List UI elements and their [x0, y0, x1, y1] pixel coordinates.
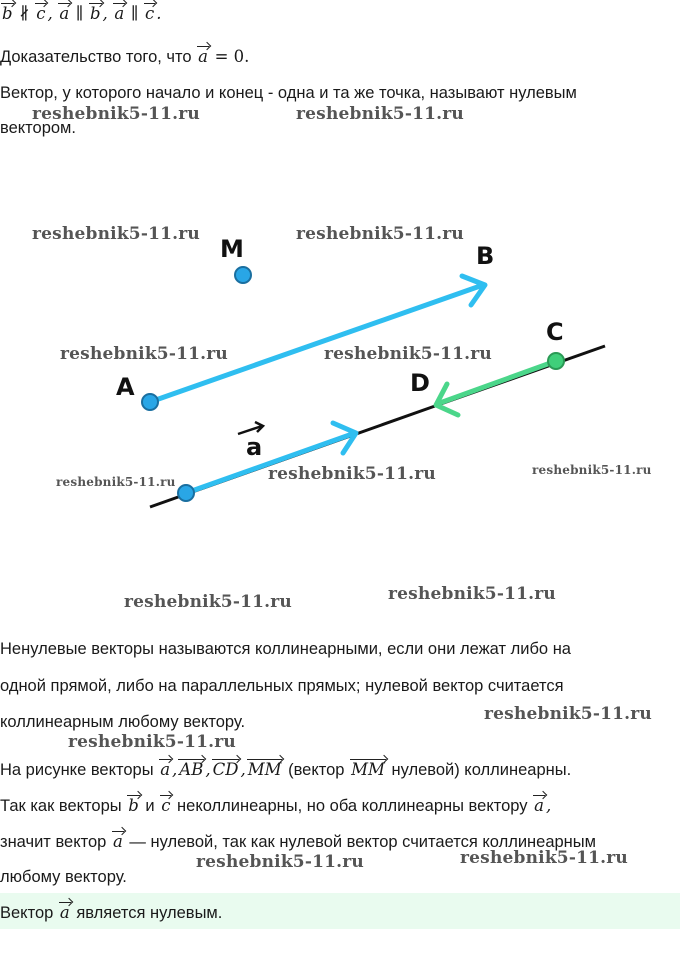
- vector-mm: MM: [247, 760, 282, 779]
- definition-line-2: вектором.: [0, 119, 76, 137]
- vector-cd: [437, 361, 556, 404]
- vector-c: c: [161, 796, 171, 815]
- reasoning-text: — нулевой, так как нулевой вектор считается коллинеарным: [129, 833, 596, 851]
- figure-text-mid2: нулевой) коллинеарны.: [391, 761, 572, 779]
- point-c: [548, 353, 564, 369]
- watermark: reshebnik5-11.ru: [268, 464, 436, 484]
- watermark: reshebnik5-11.ru: [460, 848, 628, 868]
- point-a-start: [178, 485, 194, 501]
- parallel-sign: ∥: [130, 4, 139, 23]
- label-vector-a: a: [246, 433, 263, 461]
- reasoning-line-1: [0, 796, 551, 816]
- watermark: reshebnik5-11.ru: [324, 344, 492, 364]
- answer-prefix: Вектор: [0, 904, 54, 922]
- equals-zero: = 0.: [214, 47, 250, 66]
- collinear-line-3: коллинеарным любому вектору.: [0, 713, 246, 731]
- watermark: reshebnik5-11.ru: [32, 224, 200, 244]
- comma: ,: [545, 796, 552, 815]
- comma: ,: [102, 4, 108, 23]
- comma: ,: [240, 760, 246, 779]
- answer-suffix: является нулевым.: [76, 904, 223, 922]
- vector-a: a: [59, 903, 70, 922]
- watermark: reshebnik5-11.ru: [388, 584, 556, 604]
- period: .: [156, 4, 162, 23]
- parallel-sign: ∥: [75, 4, 84, 23]
- proof-text: Доказательство того, что: [0, 48, 192, 66]
- figure-text-mid1: (вектор: [288, 761, 345, 779]
- vector-a: a: [160, 760, 171, 779]
- watermark: reshebnik5-11.ru: [68, 732, 236, 752]
- definition-line-1: Вектор, у которого начало и конец - одна и та же точка, называют нулевым: [0, 84, 577, 102]
- figure-text-line: [0, 760, 571, 780]
- vector-a: a: [534, 796, 544, 815]
- watermark: reshebnik5-11.ru: [484, 704, 652, 724]
- answer-line: [0, 903, 222, 923]
- collinear-line-2: одной прямой, либо на параллельных прямых; нулевой вектор считается: [0, 677, 564, 695]
- watermark: reshebnik5-11.ru: [196, 852, 364, 872]
- vector-cd: CD: [212, 760, 239, 779]
- comma: ,: [205, 760, 211, 779]
- collinear-line-1: Ненулевые векторы называются коллинеарными, если они лежат либо на: [0, 640, 571, 658]
- vector-a: a: [198, 47, 208, 66]
- vector-a: a: [59, 4, 70, 23]
- vector-b: b: [89, 4, 101, 23]
- point-m: [235, 267, 251, 283]
- watermark: reshebnik5-11.ru: [60, 344, 228, 364]
- vector-b: b: [2, 4, 13, 23]
- comma: ,: [47, 4, 53, 23]
- reasoning-text: Так как векторы: [0, 797, 122, 815]
- label-c: C: [546, 318, 564, 346]
- vector-b: b: [128, 796, 139, 815]
- watermark: reshebnik5-11.ru: [532, 463, 652, 477]
- label-b: B: [476, 242, 495, 270]
- reasoning-text: значит вектор: [0, 833, 107, 851]
- vector-a: a: [112, 832, 123, 851]
- vector-c: c: [145, 4, 155, 23]
- vector-c: c: [36, 4, 46, 23]
- not-parallel-sign: ∦: [19, 4, 30, 23]
- vector-ab: AB: [179, 760, 204, 779]
- vector-a-arrow: [186, 433, 355, 493]
- label-m: M: [220, 235, 244, 263]
- watermark: reshebnik5-11.ru: [56, 475, 176, 489]
- reasoning-line-3: любому вектору.: [0, 868, 127, 886]
- reasoning-text: и: [145, 797, 155, 815]
- reasoning-text: неколлинеарны, но оба коллинеарны вектору: [177, 797, 528, 815]
- comma: ,: [172, 760, 178, 779]
- label-d: D: [410, 369, 430, 397]
- watermark: reshebnik5-11.ru: [124, 592, 292, 612]
- vector-a: a: [114, 4, 125, 23]
- watermark: reshebnik5-11.ru: [296, 224, 464, 244]
- watermark: reshebnik5-11.ru: [32, 104, 200, 124]
- vector-mm: MM: [351, 760, 385, 779]
- label-a: A: [116, 373, 135, 401]
- watermark: reshebnik5-11.ru: [296, 104, 464, 124]
- point-a: [142, 394, 158, 410]
- figure-text-prefix: На рисунке векторы: [0, 761, 154, 779]
